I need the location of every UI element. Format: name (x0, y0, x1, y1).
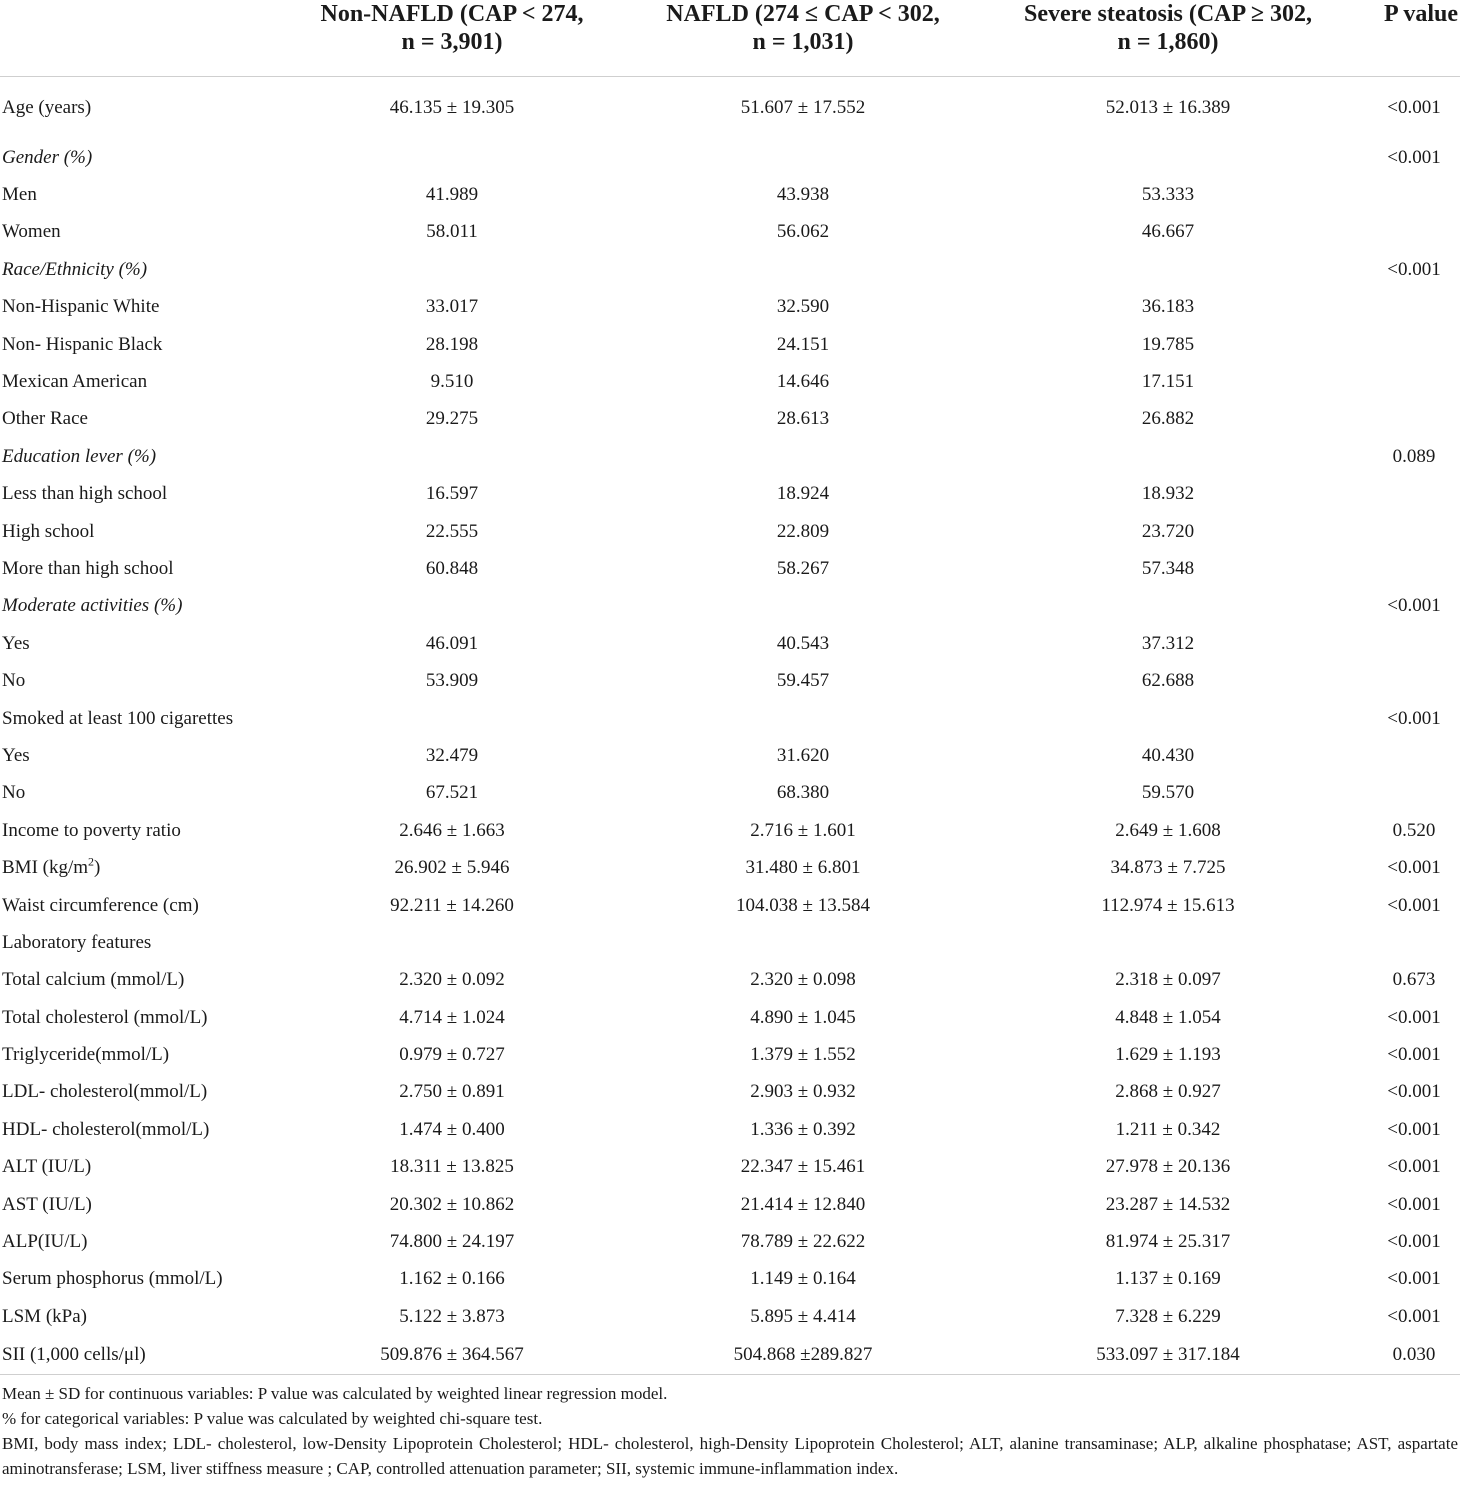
row-label-text: Men (2, 184, 37, 206)
value-severe-steatosis: 112.974 ± 15.613 (1101, 894, 1235, 916)
row-label-text: Education lever (%) (2, 445, 157, 467)
value-non-nafld: 0.979 ± 0.727 (399, 1044, 505, 1066)
value-severe-steatosis: 2.868 ± 0.927 (1115, 1081, 1221, 1103)
value-severe-steatosis: 2.649 ± 1.608 (1115, 819, 1221, 841)
value-nafld: 78.789 ± 22.622 (740, 1231, 866, 1253)
value-p (1362, 513, 1460, 550)
value-severe-steatosis: 1.629 ± 1.193 (1115, 1044, 1221, 1066)
row-label (0, 849, 272, 886)
table-row (0, 625, 1460, 662)
value-severe-steatosis: 37.312 (1141, 632, 1195, 654)
row-label-text: Income to poverty ratio (2, 819, 181, 841)
row-label (0, 1036, 272, 1073)
value-nafld: 22.809 (776, 520, 830, 542)
value-p: <0.001 (1387, 894, 1441, 916)
header-severe-line2: n = 1,860) (1117, 29, 1219, 55)
value-severe-steatosis: 59.570 (1141, 782, 1195, 804)
row-label (0, 887, 272, 924)
value-p (1362, 289, 1460, 326)
header-nafld-line2: n = 1,031) (752, 29, 854, 55)
value-p: <0.001 (1387, 707, 1441, 729)
value-nafld: 51.607 ± 17.552 (740, 97, 866, 118)
row-label-text: Other Race (2, 408, 88, 430)
footnote-divider (0, 1374, 1460, 1375)
row-label (0, 625, 272, 662)
value-severe-steatosis (974, 139, 1362, 176)
value-p: 0.520 (1392, 819, 1436, 841)
row-label (0, 962, 272, 999)
row-label (0, 289, 272, 326)
value-nafld: 18.924 (776, 483, 830, 505)
header-severe-steatosis (974, 0, 1362, 77)
footnote-categorical: % for categorical variables: P value was calculated by weighted chi-square test. (2, 1409, 543, 1428)
table-row (0, 176, 1460, 213)
value-severe-steatosis (974, 251, 1362, 288)
value-nafld: 28.613 (776, 408, 830, 430)
row-label-text: Yes (2, 632, 30, 654)
value-non-nafld: 67.521 (425, 782, 479, 804)
value-severe-steatosis: 23.287 ± 14.532 (1105, 1193, 1231, 1215)
table-row (0, 438, 1460, 475)
value-p (1362, 625, 1460, 662)
table-row (0, 1111, 1460, 1148)
header-nafld-line1: NAFLD (274 ≤ CAP < 302, (666, 1, 940, 27)
value-nafld: 1.149 ± 0.164 (750, 1268, 856, 1290)
value-p (1362, 924, 1460, 961)
row-label-text: Moderate activities (%) (2, 595, 183, 617)
value-nafld: 2.903 ± 0.932 (750, 1081, 856, 1103)
row-label-text: Less than high school (2, 483, 168, 505)
value-non-nafld: 1.474 ± 0.400 (399, 1118, 505, 1140)
table-row (0, 289, 1460, 326)
value-nafld (632, 588, 974, 625)
value-non-nafld: 53.909 (425, 670, 479, 692)
value-nafld: 68.380 (776, 782, 830, 804)
value-severe-steatosis: 19.785 (1141, 333, 1195, 355)
value-nafld: 104.038 ± 13.584 (736, 894, 870, 916)
row-label-text: ALT (IU/L) (2, 1156, 92, 1178)
value-severe-steatosis: 53.333 (1141, 184, 1195, 206)
value-nafld (632, 251, 974, 288)
value-nafld: 58.267 (776, 557, 830, 579)
value-p: <0.001 (1387, 1006, 1441, 1028)
row-label (0, 401, 272, 438)
value-p (1362, 401, 1460, 438)
value-severe-steatosis: 52.013 ± 16.389 (1105, 97, 1231, 118)
value-severe-steatosis: 4.848 ± 1.054 (1115, 1006, 1221, 1028)
table-row (0, 1223, 1460, 1260)
value-non-nafld: 5.122 ± 3.873 (399, 1305, 505, 1327)
header-non-nafld-line1: Non-NAFLD (CAP < 274, (320, 1, 584, 27)
value-non-nafld: 26.902 ± 5.946 (394, 857, 510, 879)
value-p: <0.001 (1387, 1044, 1441, 1066)
row-label (0, 1074, 272, 1111)
value-non-nafld: 28.198 (425, 333, 479, 355)
footnote-abbreviations: BMI, body mass index; LDL- cholesterol, low-Density Lipoprotein Cholesterol; HDL- cholesterol, high-Density Lipoprotein Cholesterol; ALT, alanine transaminase; ALP, alkaline phosphatase; AST, aspartate aminotransferase; LSM, liver stiffness measure ; CAP, controlled attenuation parameter; SII, systemic immune-inflammation index. (2, 1434, 1458, 1478)
value-non-nafld: 46.091 (425, 632, 479, 654)
value-nafld: 1.336 ± 0.392 (750, 1118, 856, 1140)
value-p (1362, 775, 1460, 812)
table-row (0, 700, 1460, 737)
row-label-text: Gender (%) (2, 146, 93, 168)
value-p: <0.001 (1387, 1118, 1441, 1140)
value-severe-steatosis (974, 438, 1362, 475)
value-severe-steatosis (974, 924, 1362, 961)
value-nafld (632, 924, 974, 961)
value-nafld: 32.590 (776, 296, 830, 318)
value-non-nafld: 4.714 ± 1.024 (399, 1006, 505, 1028)
row-label (0, 513, 272, 550)
row-label-text: More than high school (2, 557, 174, 579)
value-p (1362, 326, 1460, 363)
value-non-nafld: 9.510 (430, 371, 474, 393)
table-row (0, 251, 1460, 288)
value-p: <0.001 (1387, 1231, 1441, 1253)
value-severe-steatosis: 17.151 (1141, 371, 1195, 393)
value-severe-steatosis: 34.873 ± 7.725 (1110, 857, 1226, 879)
row-label (0, 1336, 272, 1375)
value-nafld: 1.379 ± 1.552 (750, 1044, 856, 1066)
row-label-text: Total calcium (mmol/L) (2, 969, 185, 991)
footnote-continuous: Mean ± SD for continuous variables: P value was calculated by weighted linear regression model. (2, 1384, 668, 1403)
row-label (0, 775, 272, 812)
value-nafld: 31.620 (776, 744, 830, 766)
value-severe-steatosis: 26.882 (1141, 408, 1195, 430)
value-nafld: 5.895 ± 4.414 (750, 1305, 856, 1327)
table-body (0, 77, 1460, 1375)
row-label-text: No (2, 782, 26, 804)
value-nafld (632, 438, 974, 475)
row-label (0, 700, 272, 737)
row-label (0, 1149, 272, 1186)
row-label (0, 737, 272, 774)
row-label-text: AST (IU/L) (2, 1193, 92, 1215)
value-severe-steatosis: 18.932 (1141, 483, 1195, 505)
row-label-text: No (2, 670, 26, 692)
row-label (0, 924, 272, 961)
value-nafld: 43.938 (776, 184, 830, 206)
header-severe-line1: Severe steatosis (CAP ≥ 302, (1023, 1, 1312, 27)
value-p: 0.089 (1392, 445, 1436, 467)
row-label (0, 438, 272, 475)
value-p (1362, 214, 1460, 251)
value-non-nafld: 60.848 (425, 557, 479, 579)
row-label (0, 662, 272, 699)
row-label (0, 1111, 272, 1148)
table-row (0, 401, 1460, 438)
table-row (0, 999, 1460, 1036)
table-row (0, 77, 1460, 140)
value-non-nafld: 18.311 ± 13.825 (390, 1156, 514, 1178)
header-nafld (632, 0, 974, 77)
value-nafld: 31.480 ± 6.801 (745, 857, 861, 879)
value-p: <0.001 (1387, 1156, 1441, 1178)
value-severe-steatosis: 1.211 ± 0.342 (1115, 1118, 1221, 1140)
table-row (0, 476, 1460, 513)
table-row (0, 1036, 1460, 1073)
value-p: <0.001 (1387, 258, 1441, 280)
value-nafld: 14.646 (776, 371, 830, 393)
value-p: <0.001 (1387, 1305, 1441, 1327)
value-nafld: 4.890 ± 1.045 (750, 1006, 856, 1028)
value-severe-steatosis: 40.430 (1141, 744, 1195, 766)
row-label-text: Total cholesterol (mmol/L) (2, 1006, 208, 1028)
table-row (0, 550, 1460, 587)
value-p (1362, 550, 1460, 587)
table-row (0, 924, 1460, 961)
table-row (0, 737, 1460, 774)
value-nafld: 504.868 ±289.827 (733, 1344, 873, 1365)
row-label-text: Waist circumference (cm) (2, 894, 199, 916)
value-severe-steatosis: 27.978 ± 20.136 (1105, 1156, 1231, 1178)
value-nafld: 24.151 (776, 333, 830, 355)
table-row (0, 962, 1460, 999)
value-severe-steatosis: 36.183 (1141, 296, 1195, 318)
value-severe-steatosis (974, 700, 1362, 737)
value-non-nafld: 16.597 (425, 483, 479, 505)
row-label-text: Yes (2, 744, 30, 766)
table-row (0, 139, 1460, 176)
row-label-tail: ) (94, 857, 101, 879)
value-p: <0.001 (1387, 595, 1441, 617)
table-row (0, 662, 1460, 699)
value-non-nafld: 74.800 ± 24.197 (389, 1231, 515, 1253)
row-label-text: BMI (kg/m (2, 857, 89, 879)
row-label-text: High school (2, 520, 95, 542)
value-p: <0.001 (1387, 1193, 1441, 1215)
row-label-text: Mexican American (2, 371, 148, 393)
row-label (0, 251, 272, 288)
header-row (0, 0, 1460, 77)
row-label (0, 1186, 272, 1223)
table-footnotes (2, 1381, 1458, 1481)
row-label (0, 1223, 272, 1260)
table-row (0, 775, 1460, 812)
value-non-nafld (272, 438, 632, 475)
row-label (0, 812, 272, 849)
row-label-text: Smoked at least 100 cigarettes (2, 707, 234, 729)
value-nafld: 56.062 (776, 221, 830, 243)
value-severe-steatosis (974, 588, 1362, 625)
value-non-nafld: 20.302 ± 10.862 (389, 1193, 515, 1215)
row-label-text: LDL- cholesterol(mmol/L) (2, 1081, 208, 1103)
row-label-text: LSM (kPa) (2, 1305, 87, 1327)
table-row (0, 363, 1460, 400)
value-severe-steatosis: 62.688 (1141, 670, 1195, 692)
header-p-value: P value (1362, 0, 1460, 77)
header-non-nafld-line2: n = 3,901) (401, 29, 503, 55)
row-label-text: Women (2, 221, 61, 243)
value-non-nafld: 29.275 (425, 408, 479, 430)
row-label (0, 1261, 272, 1298)
row-label (0, 476, 272, 513)
row-label-text: ALP(IU/L) (2, 1231, 88, 1253)
table-row (0, 1186, 1460, 1223)
value-non-nafld: 58.011 (426, 221, 478, 243)
value-non-nafld (272, 924, 632, 961)
table-row (0, 1298, 1460, 1335)
table-row (0, 849, 1460, 886)
value-p: <0.001 (1387, 1268, 1441, 1290)
value-non-nafld: 32.479 (425, 744, 479, 766)
value-non-nafld (272, 588, 632, 625)
value-non-nafld (272, 700, 632, 737)
value-p: 0.030 (1392, 1344, 1436, 1365)
row-label-text: Non-Hispanic White (2, 296, 160, 318)
table-row (0, 326, 1460, 363)
row-label (0, 139, 272, 176)
value-p: <0.001 (1387, 1081, 1441, 1103)
value-non-nafld: 46.135 ± 19.305 (389, 97, 515, 118)
value-p: 0.673 (1392, 969, 1436, 991)
row-label-superscript: 2 (88, 854, 95, 869)
value-severe-steatosis: 81.974 ± 25.317 (1105, 1231, 1231, 1253)
value-severe-steatosis: 23.720 (1141, 520, 1195, 542)
value-non-nafld: 22.555 (425, 520, 479, 542)
value-non-nafld: 509.876 ± 364.567 (380, 1344, 524, 1365)
table-row (0, 513, 1460, 550)
row-label (0, 1298, 272, 1335)
row-label (0, 550, 272, 587)
value-severe-steatosis: 533.097 ± 317.184 (1096, 1344, 1240, 1365)
value-p: <0.001 (1387, 857, 1441, 879)
table-row (0, 1261, 1460, 1298)
value-nafld (632, 700, 974, 737)
value-severe-steatosis: 7.328 ± 6.229 (1115, 1305, 1221, 1327)
value-non-nafld: 2.750 ± 0.891 (399, 1081, 505, 1103)
row-label (0, 999, 272, 1036)
row-label-text: Race/Ethnicity (%) (2, 258, 148, 280)
header-non-nafld (272, 0, 632, 77)
table-row (0, 1149, 1460, 1186)
value-nafld: 2.320 ± 0.098 (750, 969, 856, 991)
table-row (0, 588, 1460, 625)
row-label (0, 363, 272, 400)
row-label-text: SII (1,000 cells/μl) (2, 1344, 146, 1365)
value-non-nafld: 92.211 ± 14.260 (390, 894, 514, 916)
value-nafld: 21.414 ± 12.840 (740, 1193, 866, 1215)
table-row (0, 812, 1460, 849)
value-nafld: 22.347 ± 15.461 (740, 1156, 866, 1178)
row-label (0, 326, 272, 363)
table-row (0, 1336, 1460, 1375)
value-non-nafld: 1.162 ± 0.166 (399, 1268, 505, 1290)
value-severe-steatosis: 2.318 ± 0.097 (1115, 969, 1221, 991)
value-non-nafld: 33.017 (425, 296, 479, 318)
row-label-text: Triglyceride(mmol/L) (2, 1044, 170, 1066)
value-severe-steatosis: 1.137 ± 0.169 (1115, 1268, 1221, 1290)
value-p: <0.001 (1387, 97, 1441, 118)
table-row (0, 887, 1460, 924)
value-non-nafld: 41.989 (425, 184, 479, 206)
value-nafld: 40.543 (776, 632, 830, 654)
row-label (0, 214, 272, 251)
row-label (0, 588, 272, 625)
value-nafld (632, 139, 974, 176)
value-non-nafld: 2.320 ± 0.092 (399, 969, 505, 991)
value-p (1362, 176, 1460, 213)
value-nafld: 59.457 (776, 670, 830, 692)
header-empty (0, 0, 272, 77)
value-p: <0.001 (1387, 146, 1441, 168)
value-non-nafld (272, 251, 632, 288)
row-label-text: HDL- cholesterol(mmol/L) (2, 1118, 210, 1140)
value-nafld: 2.716 ± 1.601 (750, 819, 856, 841)
row-label (0, 77, 272, 140)
row-label-text: Serum phosphorus (mmol/L) (2, 1268, 223, 1290)
row-label-text: Age (years) (2, 97, 92, 118)
value-p (1362, 476, 1460, 513)
value-non-nafld: 2.646 ± 1.663 (399, 819, 505, 841)
value-severe-steatosis: 46.667 (1141, 221, 1195, 243)
row-label-text: Laboratory features (2, 931, 152, 953)
value-p (1362, 662, 1460, 699)
value-p (1362, 737, 1460, 774)
table-row (0, 214, 1460, 251)
row-label (0, 176, 272, 213)
value-p (1362, 363, 1460, 400)
value-severe-steatosis: 57.348 (1141, 557, 1195, 579)
row-label-text: Non- Hispanic Black (2, 333, 163, 355)
value-non-nafld (272, 139, 632, 176)
table-row (0, 1074, 1460, 1111)
